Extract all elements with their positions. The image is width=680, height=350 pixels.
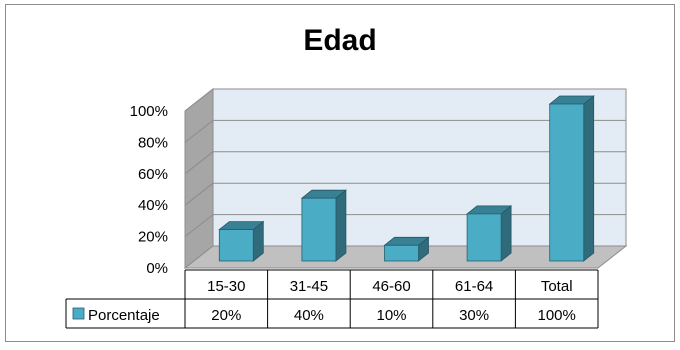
bar — [219, 222, 263, 261]
bar — [550, 96, 594, 261]
x-category-label: 31-45 — [289, 278, 329, 295]
y-tick-label: 100% — [129, 103, 168, 120]
bar — [302, 190, 346, 261]
y-tick-label: 60% — [137, 165, 168, 183]
x-category-label: 61-64 — [454, 278, 494, 295]
bar-front — [385, 245, 419, 261]
bar-front — [550, 104, 584, 261]
x-category-label: 15-30 — [207, 278, 246, 295]
chart-title: Edad — [303, 24, 377, 57]
bar — [385, 237, 429, 261]
data-value-label: 20% — [211, 307, 242, 324]
bar-front — [219, 230, 253, 261]
y-axis-ticks — [130, 103, 168, 277]
bar-front — [302, 198, 336, 261]
bar-side — [336, 190, 346, 261]
side-wall — [185, 89, 213, 268]
y-tick-label: 20% — [137, 228, 168, 246]
data-value-label: 40% — [293, 307, 324, 324]
bar — [467, 206, 511, 261]
legend-key — [73, 308, 84, 319]
bar-side — [584, 96, 594, 261]
bar-side — [501, 206, 511, 261]
y-tick-label: 80% — [137, 134, 168, 152]
data-value-label: 100% — [537, 307, 576, 324]
bar-front — [467, 214, 501, 261]
data-value-label: 10% — [376, 307, 407, 324]
series-name-label: Porcentaje — [88, 307, 160, 324]
x-category-label: Total — [540, 278, 573, 295]
y-tick-label: 40% — [137, 197, 168, 215]
x-category-label: 46-60 — [372, 278, 411, 295]
y-tick-label: 0% — [146, 260, 168, 277]
data-value-label: 30% — [459, 307, 490, 324]
data-table — [66, 270, 598, 328]
